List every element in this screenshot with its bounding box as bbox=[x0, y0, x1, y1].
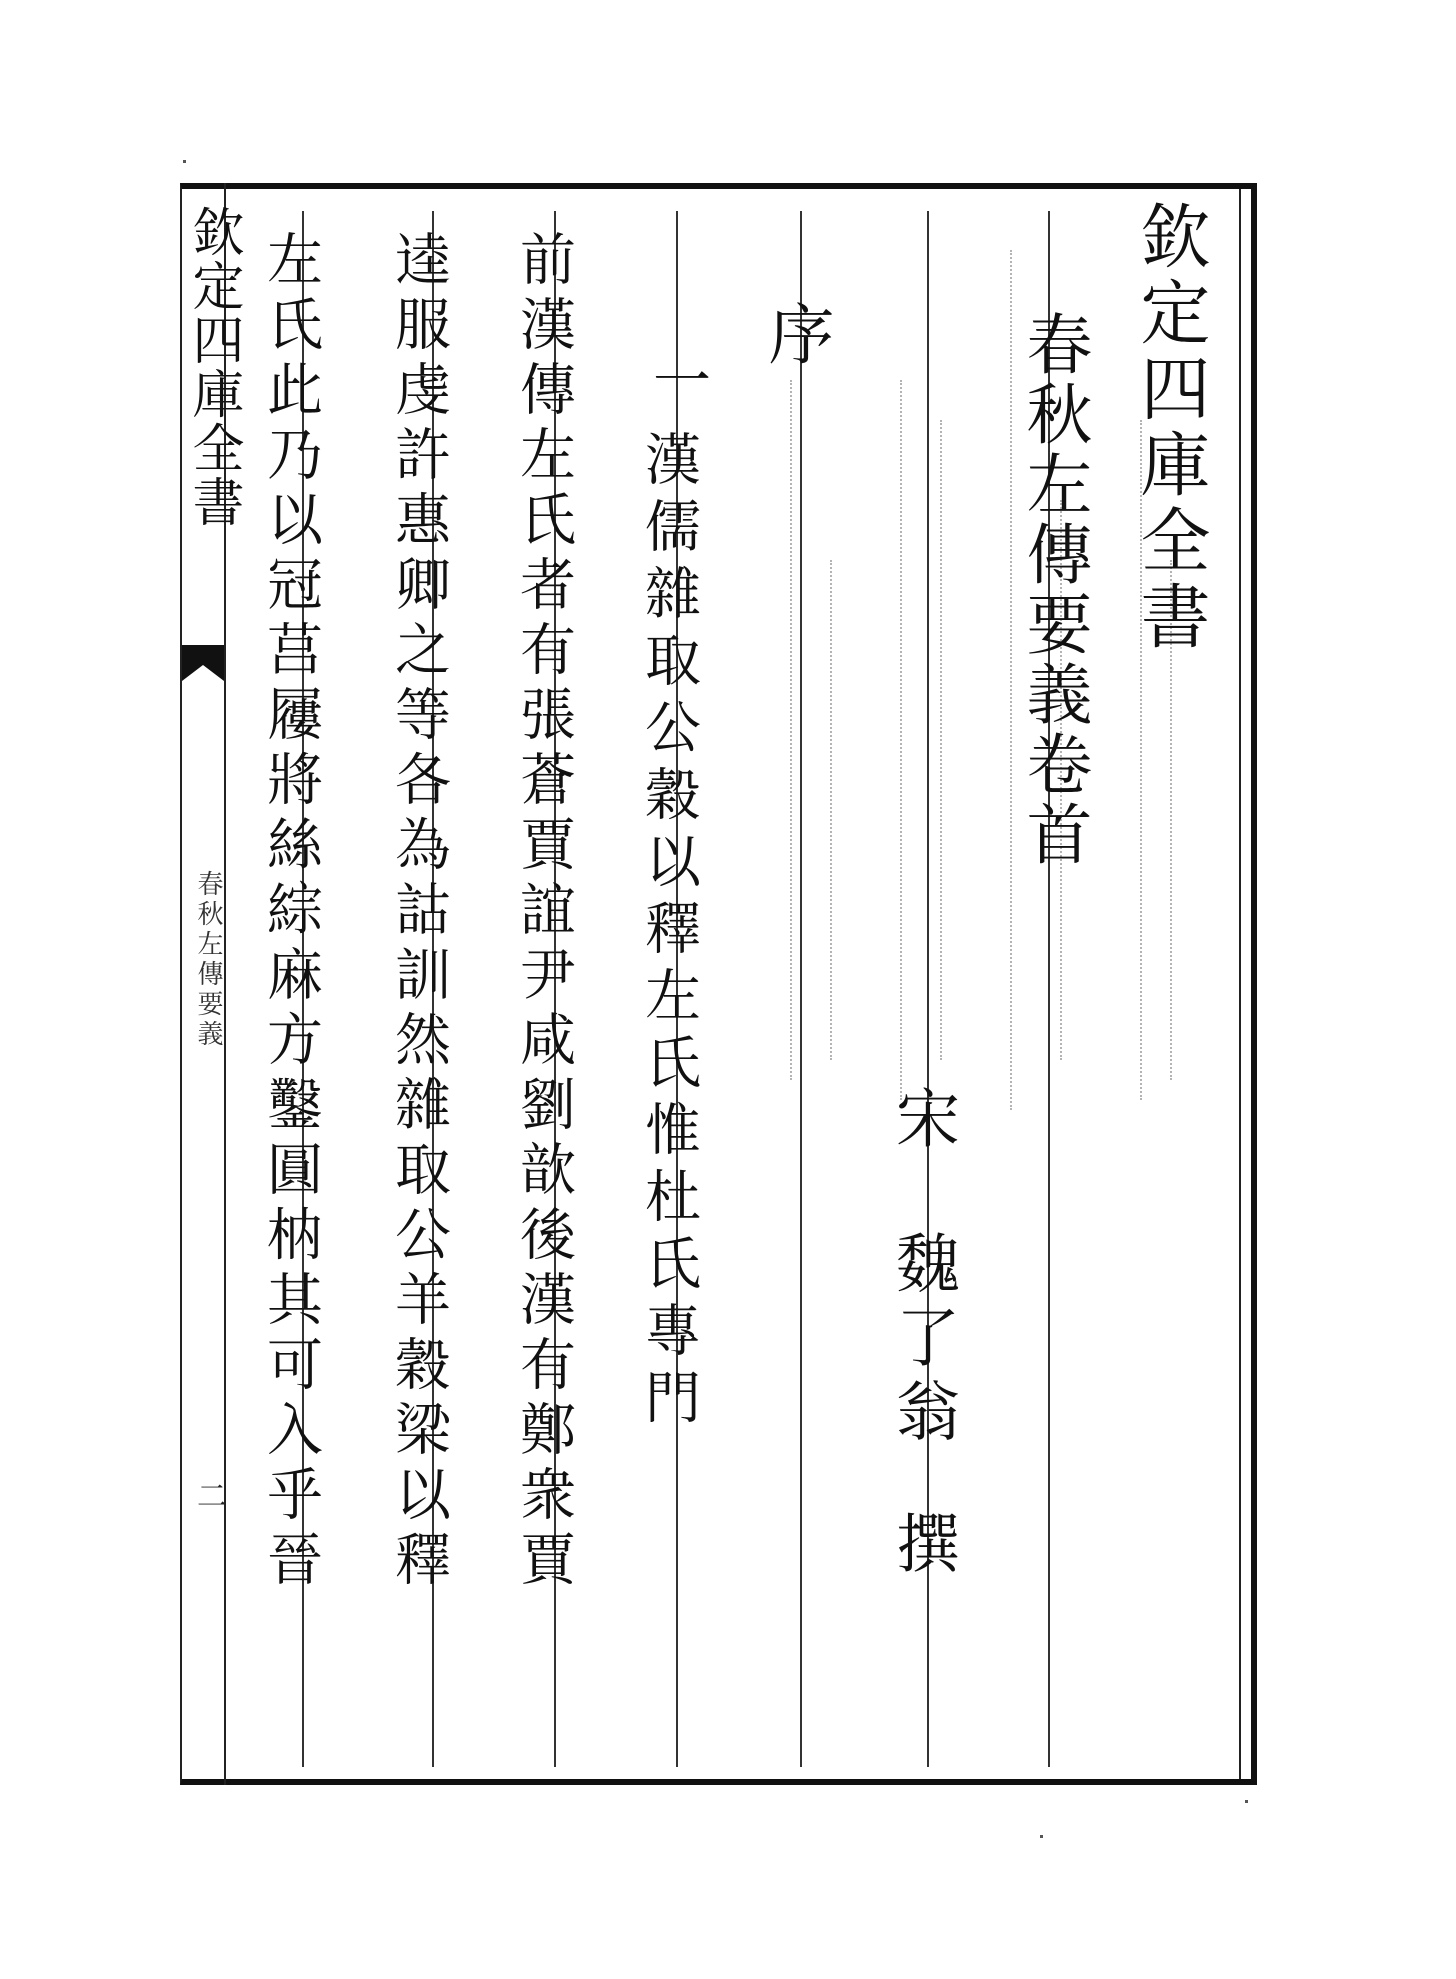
text-line-3: 逵服虔許惠卿之等各為詁訓然雜取公羊穀梁以釋 bbox=[386, 230, 451, 1595]
banxin-book-short: 春秋左傳要義 bbox=[193, 870, 223, 1050]
text-line-2: 前漢傳左氏者有張蒼賈誼尹咸劉歆後漢有鄭衆賈 bbox=[511, 230, 576, 1595]
banxin-title: 欽定四庫全書 bbox=[183, 205, 243, 529]
line-1-marker: 一 bbox=[643, 350, 711, 413]
column-rule bbox=[800, 211, 802, 1767]
author-role: 撰 bbox=[885, 1510, 959, 1579]
page-frame bbox=[180, 183, 1257, 1785]
fishtail-mark-tail bbox=[182, 665, 224, 681]
ink-stain bbox=[790, 380, 792, 1080]
frame-inner-rule bbox=[1239, 189, 1241, 1779]
fishtail-mark bbox=[182, 645, 224, 665]
scan-speck bbox=[1040, 1835, 1043, 1838]
section-heading: 序 bbox=[757, 300, 834, 371]
ink-stain bbox=[830, 560, 832, 1060]
author-dynasty: 宋 bbox=[885, 1085, 959, 1154]
scan-speck bbox=[183, 160, 186, 163]
text-line-1: 漢儒雜取公穀以釋左氏惟杜氏專門 bbox=[636, 430, 701, 1435]
banxin-page-number: 二 bbox=[191, 1480, 226, 1510]
scan-speck bbox=[1245, 1800, 1248, 1803]
ink-stain bbox=[1010, 250, 1012, 1110]
text-line-4: 左氏此乃以冠莒屨將絲綜麻方鑿圓枘其可入乎晉 bbox=[258, 230, 323, 1595]
ink-stain bbox=[940, 420, 942, 1060]
author-name: 魏了翁 bbox=[885, 1230, 959, 1452]
ink-stain bbox=[900, 380, 902, 1100]
book-title: 春秋左傳要義卷首 bbox=[1015, 310, 1092, 870]
header-title: 欽定四庫全書 bbox=[1129, 200, 1211, 656]
